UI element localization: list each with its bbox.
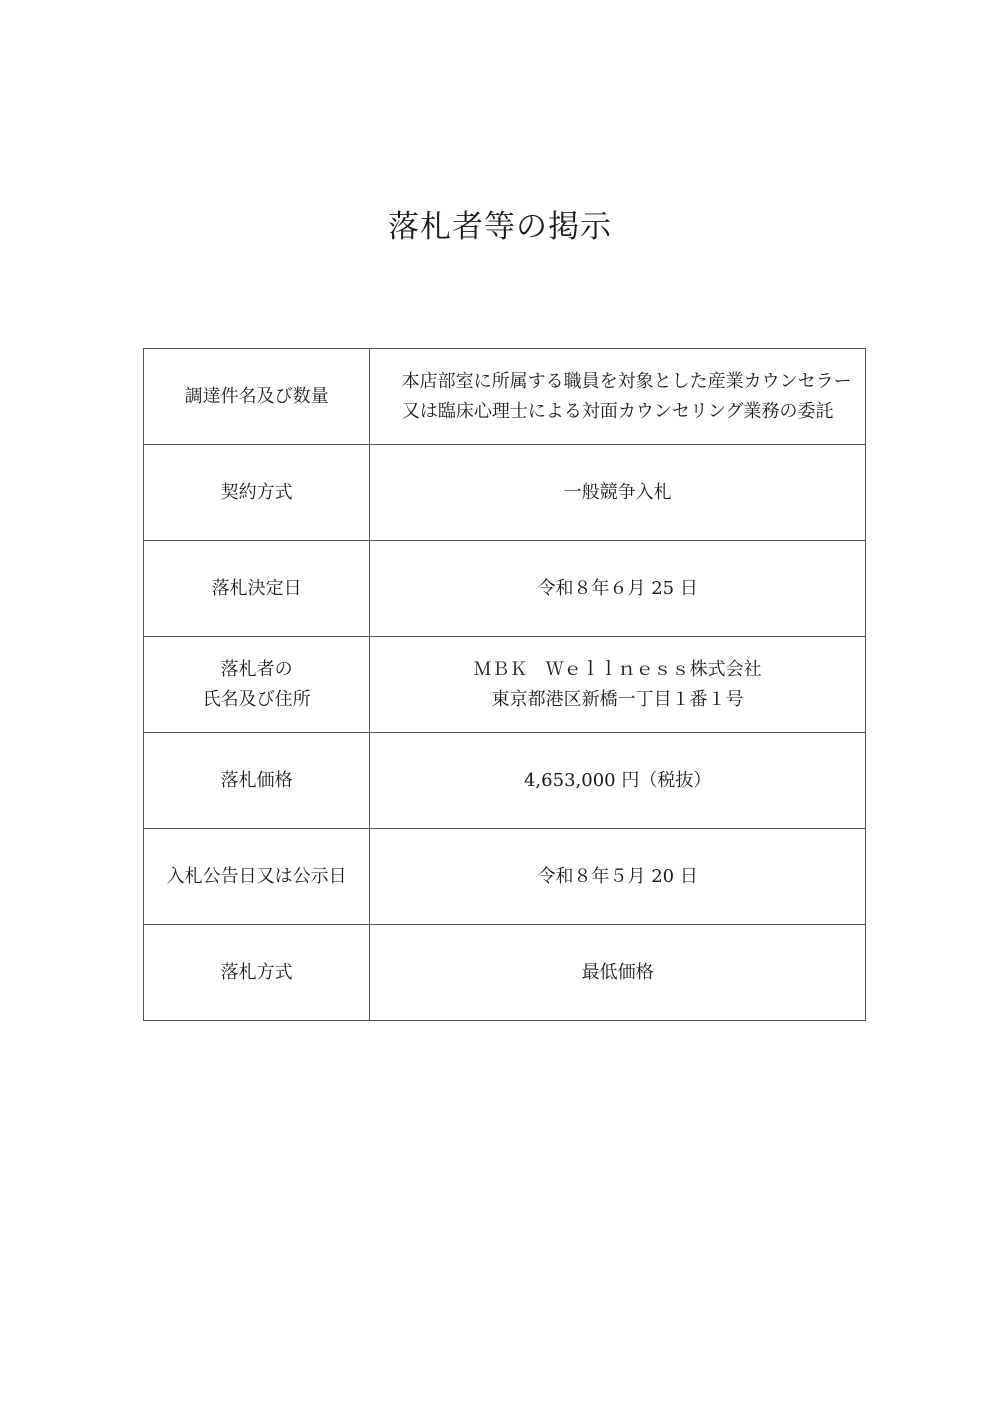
table-row-announcement-date [144, 829, 866, 925]
winner-address: 東京都港区新橋一丁目１番１号 [491, 688, 744, 710]
row-label-winner [144, 637, 370, 733]
row-value-award-method: 最低価格 [370, 925, 866, 1021]
row-value-award-date: 令和８年６月 25 日 [370, 541, 866, 637]
table-row-award-price [144, 733, 866, 829]
row-value-winner [370, 637, 866, 733]
row-value-award-price: 4,653,000 円（税抜） [370, 733, 866, 829]
row-label-announcement-date: 入札公告日又は公示日 [144, 829, 370, 925]
award-notice-table [143, 348, 866, 1021]
row-value-contract-method: 一般競争入札 [370, 445, 866, 541]
table-row-award-date [144, 541, 866, 637]
row-label-winner-line-2: 氏名及び住所 [202, 688, 311, 710]
row-label-award-method: 落札方式 [144, 925, 370, 1021]
row-value-procurement [370, 349, 866, 445]
row-label-award-price: 落札価格 [144, 733, 370, 829]
page-title: 落札者等の掲示 [388, 209, 612, 245]
procurement-subject-text: 本店部室に所属する職員を対象とした産業カウンセラー又は臨床心理士による対面カウンセリング業務の委託 [401, 370, 852, 422]
table-row-winner [144, 637, 866, 733]
row-label-procurement: 調達件名及び数量 [144, 349, 370, 445]
row-label-winner-line-1: 落札者の [220, 658, 293, 680]
table-row-procurement [144, 349, 866, 445]
winner-company-name: ＭＢＫ Ｗｅｌｌｎｅｓｓ株式会社 [473, 658, 762, 680]
row-label-award-date: 落札決定日 [144, 541, 370, 637]
table-row-contract-method [144, 445, 866, 541]
row-value-announcement-date: 令和８年５月 20 日 [370, 829, 866, 925]
table-row-award-method [144, 925, 866, 1021]
row-label-contract-method: 契約方式 [144, 445, 370, 541]
